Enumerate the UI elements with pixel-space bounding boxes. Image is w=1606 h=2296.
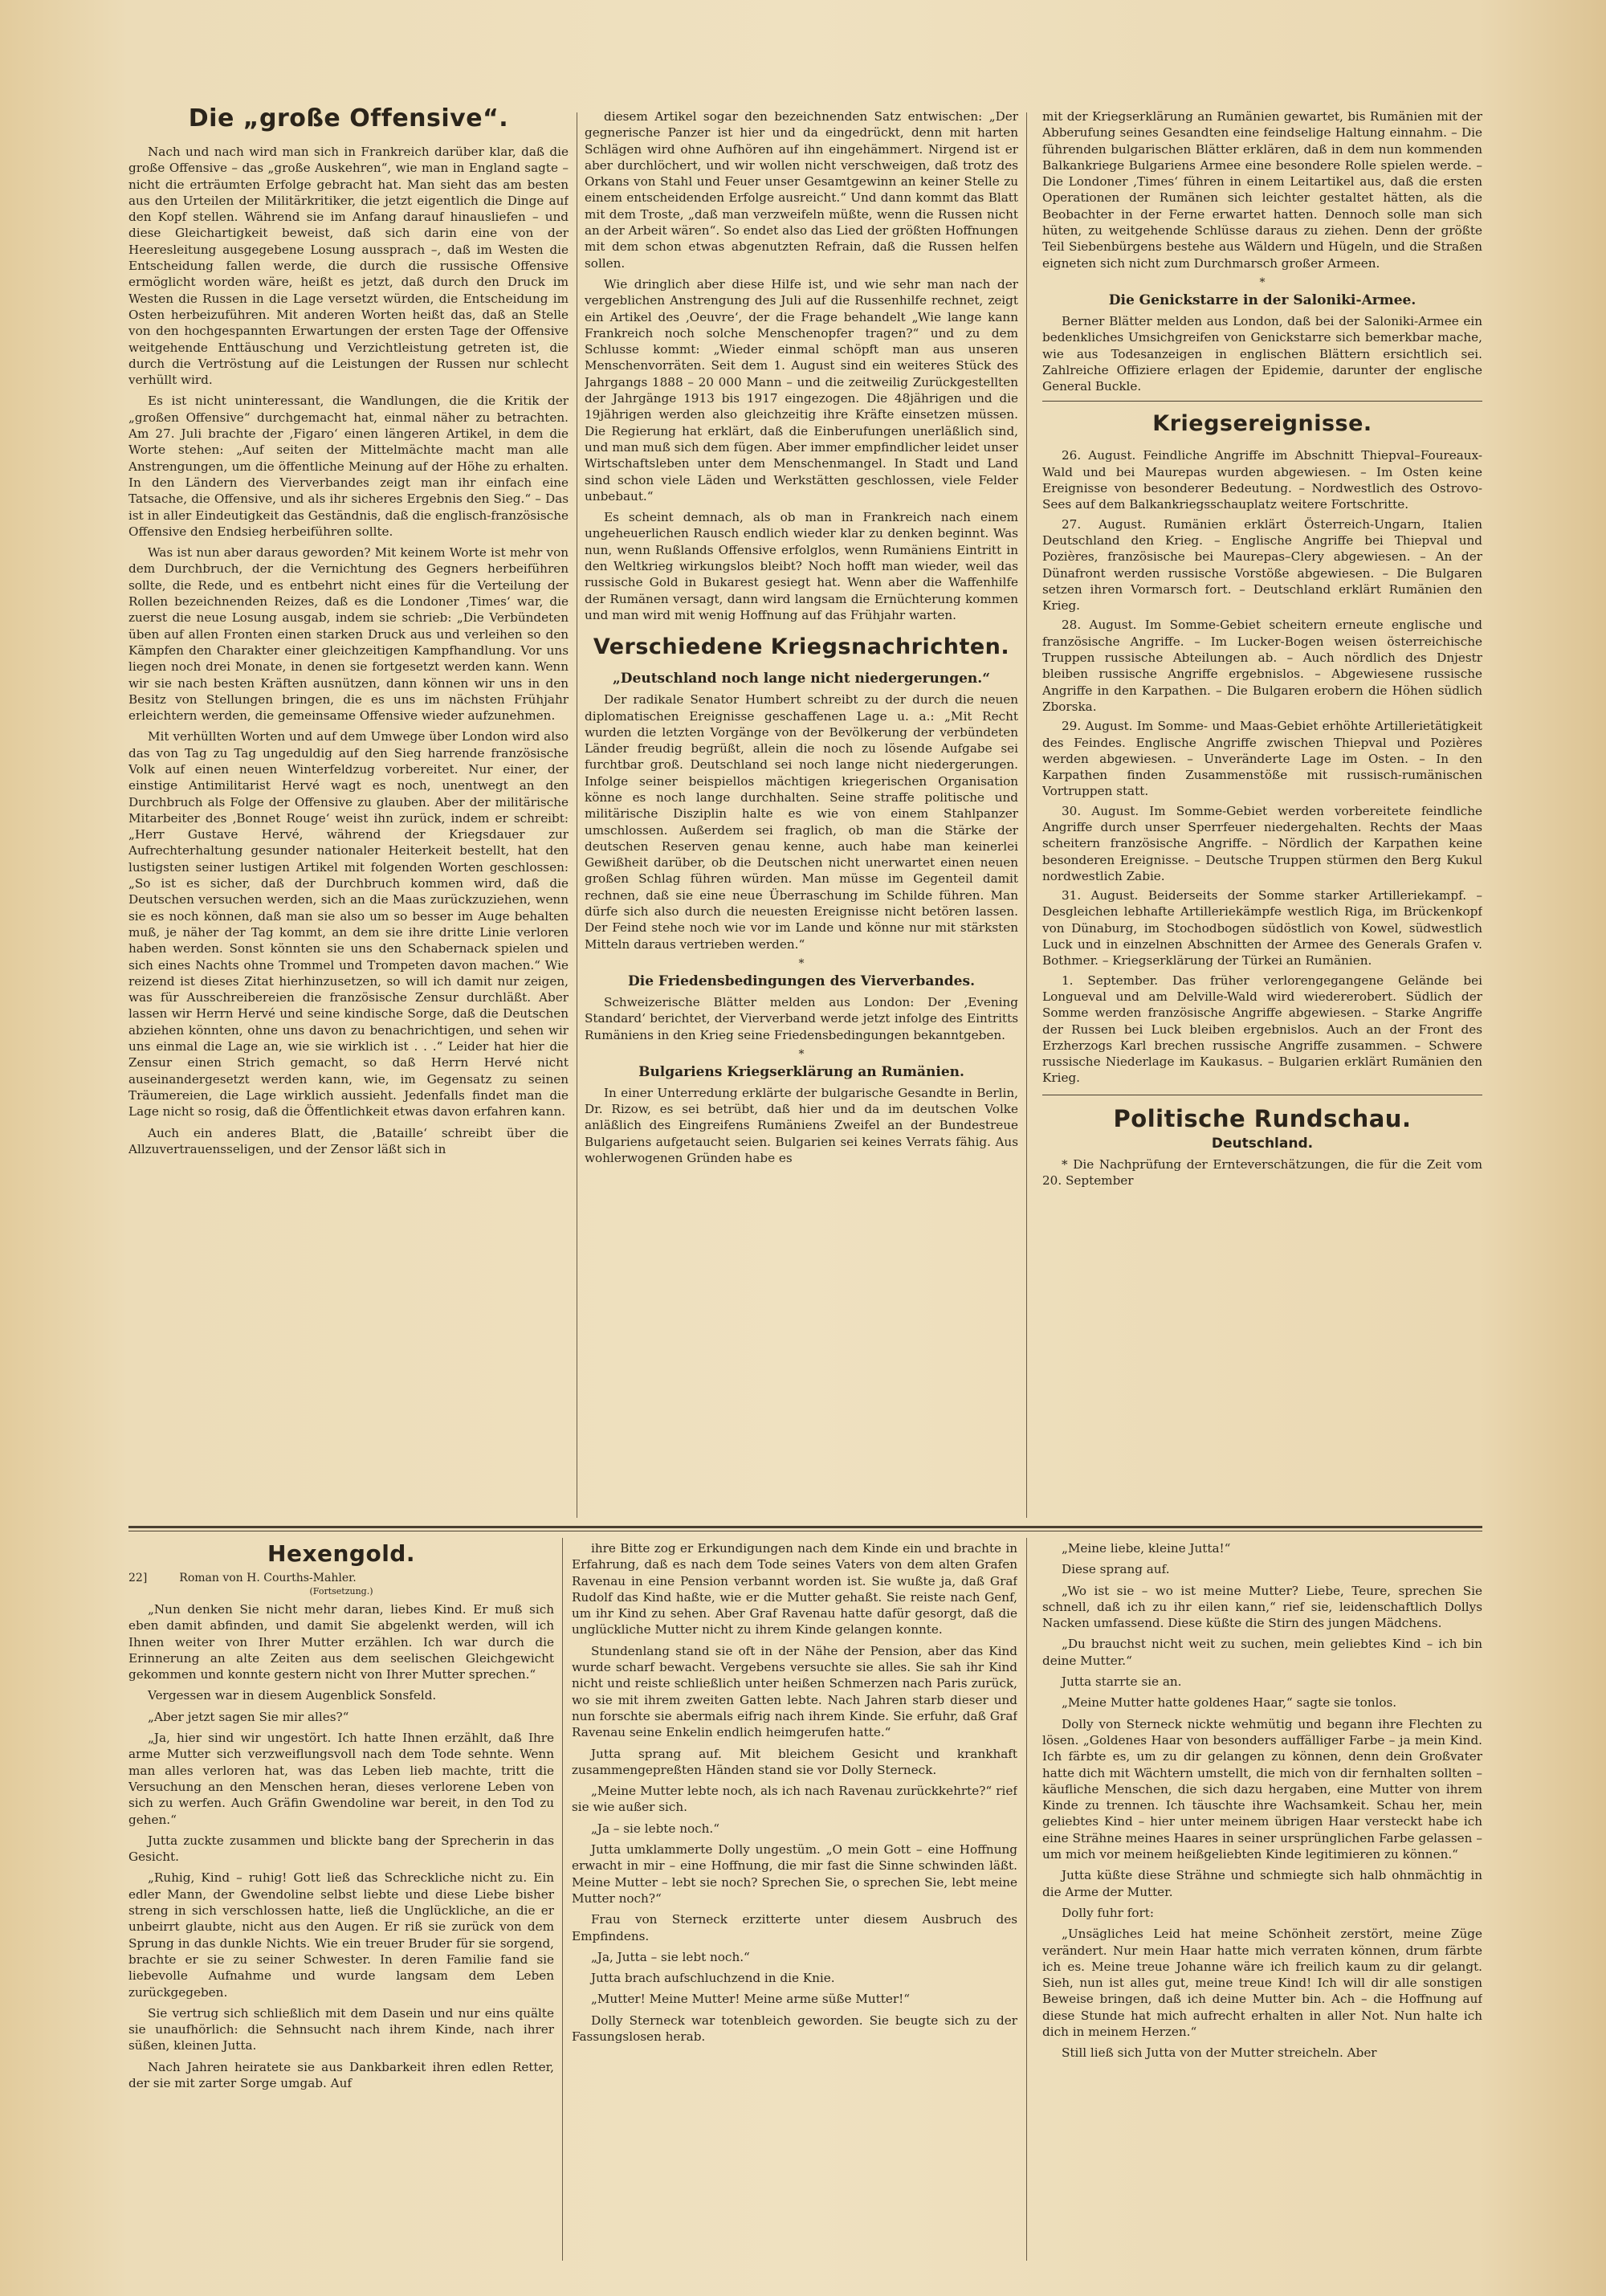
paragraph: diesem Artikel sogar den bezeichnenden Satz entwischen: „Der gegnerische Panzer ist hier und da eingedrückt, denn mit harten Schlägen wird ohne Aufhören auf ihn eingehämmert. Nirgend ist er aber durchlöchert, und wir wollen nicht verschweigen, daß trotz des Orkans von Stahl und Feuer unser Gesamtgewinn an keiner Stelle zu einem entscheidenden Erfolge ausreicht.“ Und dann kommt das Blatt mit dem Troste, „daß man verzweifeln müßte, wenn die Russen nicht an der Arbeit wären“. So endet also das Lied der größten Hoffnungen mit dem schon etwas abgenutzten Refrain, daß die Russen helfen sollen. bbox=[585, 109, 1018, 271]
novel-paragraph: „Meine liebe, kleine Jutta!“ bbox=[1062, 1541, 1231, 1556]
novel-paragraph: „Mutter! Meine Mutter! Meine arme süße Mutter!“ bbox=[591, 1992, 911, 2007]
column-offensive bbox=[128, 104, 569, 1506]
feuilleton-rule bbox=[128, 1526, 1482, 1528]
novel-paragraph: „Ja, hier sind wir ungestört. Ich hatte Ihnen erzählt, daß Ihre arme Mutter sich verzweiflungsvoll nach dem Tode sehnte. Wenn man alles verloren hat, was das Leben lieb machte, tritt die Versuchung an den Menschen heran, dieses verlorene Leben von sich zu werfen. Auch Gräfin Gwendoline war bereit, in den Tod zu gehen.“ bbox=[128, 1731, 554, 1827]
novel-paragraph: „Nun denken Sie nicht mehr daran, liebes Kind. Er muß sich eben damit abfinden, und damit Sie abgelenkt werden, will ich Ihnen weiter von Ihrer Mutter erzählen. Ich war durch die Erinnerung an alte Zeiten aus dem seelischen Gleichgewicht gekommen und konnte gestern nicht von Ihrer Mutter sprechen.“ bbox=[128, 1602, 554, 1682]
novel-installment-number: 22] bbox=[128, 1572, 148, 1584]
novel-paragraph: Jutta umklammerte Dolly ungestüm. „O mein Gott – eine Hoffnung erwacht in mir – eine Hoffnung, die mir fast die Sinne schwinden läßt. Meine Mutter – lebt sie noch? Sprechen Sie, o sprechen Sie, lebt meine Mutter noch?“ bbox=[572, 1842, 1017, 1906]
novel-paragraph: „Meine Mutter lebte noch, als ich nach Ravenau zurückkehrte?“ rief sie wie außer sich. bbox=[572, 1784, 1017, 1815]
paragraph: Berner Blätter melden aus London, daß bei der Saloniki-Armee ein bedenkliches Umsichgreifen von Genickstarre sich bemerkbar mache, wie aus Todesanzeigen in englischen Blättern ersichtlich sei. Zahlreiche Offiziere erlagen der Epidemie, darunter der englische General Buckle. bbox=[1042, 313, 1482, 394]
novel-paragraph: „Unsägliches Leid hat meine Schönheit zerstört, meine Züge verändert. Nur mein Haar hatte mich verraten können, drum färbte ich es. Meine treue Johanne wäre ich freilich kaum zu dir gelangt. Sieh, nun ist alles gut, meine treue Kind! Ich will dir alle sonstigen Beweise bringen, daß ich deine Mutter bin. Ach – die Hoffnung auf diese Stunde hat mich aufrecht erhalten in aller Not. Nun halte ich dich in meinem Herzen.“ bbox=[1042, 1927, 1482, 2040]
paragraph: mit der Kriegserklärung an Rumänien gewartet, bis Rumänien mit der Abberufung seines Gesandten eine feindselige Haltung einnahm. – Die führenden bulgarischen Blätter erklären, daß in dem nun kommenden Balkankriege Bulgariens Armee eine besondere Rolle spielen werde. – Die Londoner ‚Times‘ führen in einem Leitartikel aus, daß die ersten Operationen der Rumänen sich leichter gestaltet hätten, als die Beobachter in der Ferne erwartet hatten. Dennoch solle man sich hüten, zu weitgehende Schlüsse daraus zu ziehen. Denn der größte Teil Siebenbürgens bestehe aus Wäldern und Hügeln, und die Straßen eigneten sich nicht zum Durchmarsch großer Armeen. bbox=[1042, 109, 1482, 271]
novel-paragraph: „Ja, Jutta – sie lebt noch.“ bbox=[591, 1949, 750, 1964]
novel-paragraph: Dolly von Sterneck nickte wehmütig und begann ihre Flechten zu lösen. „Goldenes Haar von besonders auffälliger Farbe – ja mein Kind. Ich färbte es, um zu dir gelangen zu können, denn dein Großvater hatte dich mit Wächtern umstellt, die mich von dir fernhalten sollten – käufliche Menschen, die sich dazu hergaben, eine Mutter von ihrem Kinde zu trennen. Ich täuschte ihre Wachsamkeit. Schau her, mein geliebtes Kind – hier unter meinem übrigen Haar versteckt habe ich eine Strähne meines Haares in seiner ursprünglichen Farbe gelassen – um mich vor meinem heißgeliebten Kinde legitimieren zu können.“ bbox=[1042, 1716, 1482, 1862]
novel-paragraph: Frau von Sterneck erzitterte unter diesem Ausbruch des Empfindens. bbox=[572, 1912, 1017, 1943]
event-entry: 27. August. Rumänien erklärt Österreich-Ungarn, Italien Deutschland den Krieg. – Englische Angriffe bei Thiepval und Pozières, französische bei Maurepas–Clery abgewiesen. – An der Dünafront werden russische Vorstöße abgewiesen. – Die Bulgaren setzen ihren Vormarsch fort. – Deutschland erklärt Rumänien den Krieg. bbox=[1042, 516, 1482, 614]
novel-paragraph: Diese sprang auf. bbox=[1062, 1562, 1170, 1577]
subheading: Die Friedensbedingungen des Vierverbandes. bbox=[628, 973, 975, 989]
paragraph: In einer Unterredung erklärte der bulgarische Gesandte in Berlin, Dr. Rizow, es sei betrübt, daß hier und da im deutschen Volke anläßlich des Eingreifens Rumäniens Zweifel an der Bundestreue Bulgariens aufgetaucht seien. Bulgarien sei keines Verrats fähig. Aus wohlerwogenen Gründen habe es bbox=[585, 1085, 1018, 1166]
separator-star: * bbox=[1259, 275, 1266, 289]
novel-paragraph: Jutta zuckte zusammen und blickte bang der Sprecherin in das Gesicht. bbox=[128, 1833, 554, 1865]
novel-continuation: (Fortsetzung.) bbox=[309, 1586, 373, 1597]
novel-title: Hexengold. bbox=[267, 1540, 415, 1567]
column-right bbox=[1042, 108, 1482, 1518]
novel-paragraph: ihre Bitte zog er Erkundigungen nach dem Kinde ein und brachte in Erfahrung, daß es nach dem Tode seines Vaters von dem alten Grafen Ravenau in eine Pension verbannt worden ist. Sie wußte ja, daß Graf Rudolf das Kind haßte, wie er die Mutter gehaßt. Sie reiste nach Genf, um ihr Kind zu sehen. Aber Graf Ravenau hatte dafür gesorgt, daß die unglückliche Mutter nicht zu ihrem Kinde gelangen konnte. bbox=[572, 1541, 1017, 1637]
subheading: Bulgariens Kriegserklärung an Rumänien. bbox=[638, 1063, 964, 1080]
paragraph: Der radikale Senator Humbert schreibt zu der durch die neuen diplomatischen Ereignisse geschaffenen Lage u. a.: „Mit Recht wurden die letzten Vorgänge von der Bevölkerung der verbündeten Länder freudig begrüßt, allein die noch zu lösende Aufgabe sei furchtbar groß. Deutschland sei noch lange nicht niedergerungen. Infolge seiner beispiellos mächtigen kriegerischen Organisation könne es noch lange durchhalten. Seine straffe politische und militärische Disziplin halte es wie von einem Stahlpanzer umschlossen. Außerdem sei fraglich, ob man die Stärke der deutschen Reserven genau kenne, auch habe man keinerlei Gewißheit darüber, ob die Deutschen nicht unerwartet einen neuen großen Schlag führen würden. Man müsse im Gegenteil damit rechnen, daß sie eine neue Überraschung im Schilde führen. Man dürfe sich also durch die neuesten Ereignisse nicht betören lassen. Der Feind stehe noch wie vor im Lande und könne nur mit stärksten Mitteln daraus vertrieben werden.“ bbox=[585, 692, 1018, 952]
paragraph: Nach und nach wird man sich in Frankreich darüber klar, daß die große Offensive – das „große Auskehren“, wie man in England sagte – nicht die erträumten Erfolge gebracht hat. Man sieht das am besten aus den Urteilen der Militärkritiker, die jetzt eigentlich die Dinge auf den Kopf stellen. Während sie im Anfang darauf hinausliefen – und diese Gleichartigkeit beweist, daß sich darin eine von der Heeresleitung ausgegebene Losung aussprach –, daß im Westen die Entscheidung fallen werde, die durch die russische Offensive ermöglicht worden wäre, heißt es jetzt, daß durch den Druck im Westen die Russen in die Lage versetzt würden, die Entscheidung im Osten herbeizuführen. Mit anderen Worten heißt das, daß an Stelle von den hochgespannten Erwartungen der ersten Tage der Offensive weitgehende Enttäuschung und Verzichtleistung getreten ist, die durch die Vertröstung auf die Leistungen der Russen nur schlecht verhüllt wird. bbox=[128, 145, 569, 388]
article-title-offensive: Die „große Offensive“. bbox=[188, 104, 509, 133]
novel-text bbox=[128, 1601, 554, 2091]
novel-paragraph: „Wo ist sie – wo ist meine Mutter? Liebe, Teure, sprechen Sie schnell, daß ich zu ihr eilen kann,“ rief sie, leidenschaftlich Dollys Nacken umfassend. Diese küßte die Stirn des jungen Mädchens. bbox=[1042, 1583, 1482, 1631]
paragraph: Was ist nun aber daraus geworden? Mit keinem Worte ist mehr von dem Durchbruch, der die Vernichtung des Gegners herbeiführen sollte, die Rede, und es entbehrt nicht eines für die Verteilung der Rollen bezeichnenden Reizes, daß es die Londoner ‚Times‘ war, die zuerst die neue Losung ausgab, indem sie schrieb: „Die Verbündeten üben auf allen Fronten einen starken Druck aus und verleihen so den Kämpfen den Charakter einer gleichzeitigen Kampfhandlung. Vor uns liegen noch drei Monate, in denen sie fortgesetzt werden kann. Wenn wir sie nach besten Kräften ausnützen, dann können wir uns in den Besitz von Stellungen bringen, die es uns im nächsten Frühjahr erleichtern werden, die gemeinsame Offensive wieder aufzunehmen. bbox=[128, 545, 569, 724]
novel-text bbox=[1042, 1540, 1482, 2062]
article-title-kriegsereignisse: Kriegsereignisse. bbox=[1152, 411, 1372, 437]
paragraph: Auch ein anderes Blatt, die ‚Bataille‘ schreibt über die Allzuvertrauensseligen, und der Zensor läßt sich in bbox=[128, 1125, 569, 1156]
column-rule bbox=[1026, 112, 1027, 1518]
column-novel-2 bbox=[572, 1540, 1017, 2263]
novel-paragraph: Jutta sprang auf. Mit bleichem Gesicht und krankhaft zusammengepreßten Händen stand sie vor Dolly Sterneck. bbox=[572, 1746, 1017, 1777]
paragraph: Wie dringlich aber diese Hilfe ist, und wie sehr man nach der vergeblichen Anstrengung des Juli auf die Russenhilfe rechnet, zeigt ein Artikel des ‚Oeuvre‘, der die Frage behandelt „Wie lange kann Frankreich noch solche Menschenopfer tragen?“ und zu dem Schlusse kommt: „Wieder einmal schöpft man aus unseren Menschenvorräten. Seit dem 1. August sind ein weiteres Stück des Jahrgangs 1888 – 20 000 Mann – und die zeitweilig Zurückgestellten der Jahrgänge 1913 bis 1917 eingezogen. Die 48jährigen und die 19jährigen werden also gleichzeitig ihre Kräfte einsetzen müssen. Die Regierung hat erklärt, daß die Einberufungen unerläßlich sind, und man muß sich dem fügen. Aber immer empfindlicher leidet unser Wirtschaftsleben unter dem Menschenmangel. In Stadt und Land sind schon viele Läden und Werkstätten geschlossen, viele Felder unbebaut.“ bbox=[585, 276, 1018, 504]
event-entry: 29. August. Im Somme- und Maas-Gebiet erhöhte Artillerietätigkeit des Feindes. Englische Angriffe zwischen Thiepval und Pozières werden abgewiesen. – Unveränderte Lage im Osten. – In den Karpathen finden Zusammenstöße mit russisch-rumänischen Vortruppen statt. bbox=[1042, 719, 1482, 799]
paragraph: Mit verhüllten Worten und auf dem Umwege über London wird also das von Tag zu Tag ungeduldig auf den Sieg harrende französische Volk auf einen neuen Winterfeldzug vorbereitet. Nur einer, der einstige Antimilitarist Hervé wagt es noch, unentwegt an den Durchbruch als Folge der Offensive zu glauben. Aber der militärische Mitarbeiter des ‚Bonnet Rouge‘ weist ihn zurück, indem er schreibt: „Herr Gustave Hervé, während der Kriegsdauer zur Aufrechterhaltung gesunder nationaler Heiterkeit bestellt, hat den lustigsten seiner lustigen Artikel mit folgenden Worten geschlossen: „So ist es sicher, daß der Durchbruch kommen wird, daß die Deutschen versuchen werden, sich an die Maas zurückzuziehen, wenn sie es noch können, daß man sie also um so besser im Auge behalten muß, je näher der Tag kommt, an dem sie ihre dritte Linie verloren haben werden. Sonst könnten sie uns den Schabernack spielen und sich eines Nachts ohne Trommel und Trompeten davon machen.“ Wie reizend ist dieses Zitat hierhinzusetzen, so will ich damit nur zeigen, was für Ausschreibereien die französische Zensur durchläßt. Aber lassen wir Herrn Hervé und seine kindische Sorge, daß die Deutschen abziehen könnten, ohne uns davon zu benachrichtigen, und sehen wir uns einmal die Lage an, wie sie wirklich ist . . .“ Leider hat hier die Zensur einen Strich gemacht, so daß Herrn Hervé nicht auseinandergesetzt werden kann, wie, im Gegensatz zu seinen Träumereien, die Lage wirklich aussieht. Jedenfalls findet man die Lage nicht so rosig, daß die Öffentlichkeit etwas davon erfahren kann. bbox=[128, 729, 569, 1119]
novel-paragraph: Still ließ sich Jutta von der Mutter streicheln. Aber bbox=[1062, 2045, 1377, 2061]
novel-text bbox=[572, 1540, 1017, 2045]
article-title-kriegsnachrichten: Verschiedene Kriegsnachrichten. bbox=[593, 634, 1010, 660]
paragraph: * Die Nachprüfung der Ernteverschätzungen, die für die Zeit vom 20. September bbox=[1042, 1156, 1482, 1189]
novel-paragraph: „Aber jetzt sagen Sie mir alles?“ bbox=[148, 1709, 349, 1724]
event-entry: 28. August. Im Somme-Gebiet scheitern erneute englische und französische Angriffe. – Im Lucker-Bogen weisen österreichische Truppen russische Abteilungen ab. – Auch nördlich des Dnjestr bleiben russische Angriffe ergebnislos. – Abgewiesene russische Angriffe in den Karpathen. – Die Bulgaren erobern die Höhen südlich Zborska. bbox=[1042, 618, 1482, 714]
event-entry: 26. August. Feindliche Angriffe im Abschnitt Thiepval–Foureaux-Wald und bei Maurepas wurden abgewiesen. – Im Osten keine Ereignisse von besonderer Bedeutung. – Nordwestlich des Ostrovo-Sees auf dem Balkankriegsschauplatz weitere Fortschritte. bbox=[1042, 448, 1482, 512]
subheading: Die Genickstarre in der Saloniki-Armee. bbox=[1108, 292, 1416, 308]
novel-paragraph: „Ja – sie lebte noch.“ bbox=[591, 1821, 720, 1836]
column-novel-3 bbox=[1042, 1540, 1482, 2263]
novel-meta bbox=[128, 1572, 554, 1584]
paragraph: Es ist nicht uninteressant, die Wandlungen, die die Kritik der „großen Offensive“ durchgemacht hat, einmal näher zu betrachten. Am 27. Juli brachte der ‚Figaro‘ einen längeren Artikel, in dem die Worte stehen: „Auf seiten der Mittelmächte macht man alle Anstrengungen, um die öffentliche Meinung auf der Höhe zu erhalten. In den Ländern des Vierverbandes zeigt man ihr einfach eine Tatsache, die Offensive, und als ihr sicheres Ergebnis den Sieg.“ – Das ist in aller Eindeutigkeit das Geständnis, daß die englisch-französische Offensive den Endsieg herbeiführen sollte. bbox=[128, 394, 569, 539]
article-title-rundschau: Politische Rundschau. bbox=[1113, 1104, 1412, 1132]
paragraph: Es scheint demnach, als ob man in Frankreich nach einem ungeheuerlichen Rausch endlich wieder klar zu denken beginnt. Was nun, wenn Rußlands Offensive erfolglos, wenn Rumäniens Eintritt in den Weltkrieg wirkungslos bleibt? Noch hofft man wieder, weil das russische Gold in Bukarest gesiegt hat. Wenn aber die Waffenhilfe der Rumänen versagt, dann wird langsam die Ernüchterung kommen und man wird mit wenig Hoffnung auf das Frühjahr warten. bbox=[585, 510, 1018, 622]
separator-star: * bbox=[798, 956, 805, 970]
column-middle bbox=[585, 108, 1018, 1518]
novel-paragraph: Dolly fuhr fort: bbox=[1062, 1905, 1154, 1920]
novel-byline: Roman von H. Courths-Mahler. bbox=[179, 1572, 357, 1584]
novel-paragraph: Stundenlang stand sie oft in der Nähe der Pension, aber das Kind wurde scharf bewacht. Vergebens versuchte sie alles. Sie sah ihr Kind nicht und reiste schließlich unter heißen Schmerzen nach Paris zurück, wo sie mit ihrem zweiten Gatten lebte. Nach Jahren starb dieser und nun forschte sie abermals eifrig nach ihrem Kinde. Sie erfuhr, daß Graf Ravenau seine Enkelin endlich heimgerufen hatte.“ bbox=[572, 1643, 1017, 1740]
subheading: Deutschland. bbox=[1211, 1135, 1314, 1152]
event-entry: 30. August. Im Somme-Gebiet werden vorbereitete feindliche Angriffe durch unser Sperrfeuer niedergehalten. Rechts der Maas scheitern französische Angriffe. – Nördlich der Karpathen keine besonderen Ereignisse. – Deutsche Truppen stürmen den Berg Kukul nordwestlich Zabie. bbox=[1042, 803, 1482, 883]
novel-paragraph: Jutta küßte diese Strähne und schmiegte sich halb ohnmächtig in die Arme der Mutter. bbox=[1042, 1868, 1482, 1899]
novel-paragraph: „Ruhig, Kind – ruhig! Gott ließ das Schreckliche nicht zu. Ein edler Mann, der Gwendoline selbst liebte und diese Liebe bisher streng in sich verschlossen hatte, ließ die Unglückliche, an die er unbeirrt glaubte, nicht aus den Augen. Er riß sie zurück von dem Sprung in das dunkle Nichts. Wie ein treuer Bruder für sie sorgend, brachte er sie zu seiner Schwester. In deren Familie fand sie liebevolle Aufnahme und wurde langsam dem Leben zurückgegeben. bbox=[128, 1870, 554, 2000]
novel-paragraph: Sie vertrug sich schließlich mit dem Dasein und nur eins quälte sie unaufhörlich: die Sehnsucht nach ihrem Kinde, nach ihrer süßen, kleinen Jutta. bbox=[128, 2005, 554, 2053]
column-novel-1 bbox=[128, 1540, 554, 2263]
event-entry: 31. August. Beiderseits der Somme starker Artilleriekampf. – Desgleichen lebhafte Artilleriekämpfe westlich Riga, im Brückenkopf von Dünaburg, im Stochodbogen südöstlich von Kowel, südwestlich Luck und in einzelnen Abschnitten der Armee des Generals Grafen v. Bothmer. – Kriegserklärung der Türkei an Rumänien. bbox=[1042, 888, 1482, 969]
column-rule bbox=[1026, 1538, 1027, 2261]
novel-paragraph: Nach Jahren heiratete sie aus Dankbarkeit ihren edlen Retter, der sie mit zarter Sorge umgab. Auf bbox=[128, 2059, 554, 2091]
novel-paragraph: „Meine Mutter hatte goldenes Haar,“ sagte sie tonlos. bbox=[1062, 1695, 1397, 1711]
section-rule bbox=[1042, 401, 1482, 402]
subheading: „Deutschland noch lange nicht niedergerungen.“ bbox=[613, 671, 990, 687]
paragraph: Schweizerische Blätter melden aus London: Der ‚Evening Standard‘ berichtet, der Vierverband werde jetzt infolge des Eintritts Rumäniens in den Krieg seine Friedensbedingungen bekanntgeben. bbox=[585, 994, 1018, 1042]
novel-paragraph: Jutta brach aufschluchzend in die Knie. bbox=[591, 1971, 835, 1986]
column-rule bbox=[562, 1538, 563, 2261]
separator-star: * bbox=[798, 1047, 805, 1061]
novel-paragraph: Dolly Sterneck war totenbleich geworden. Sie beugte sich zu der Fassungslosen herab. bbox=[572, 2013, 1017, 2045]
novel-paragraph: Vergessen war in diesem Augenblick Sonsfeld. bbox=[148, 1688, 437, 1703]
novel-paragraph: „Du brauchst nicht weit zu suchen, mein geliebtes Kind – ich bin deine Mutter.“ bbox=[1042, 1637, 1482, 1668]
novel-paragraph: Jutta starrte sie an. bbox=[1062, 1674, 1182, 1690]
event-entry: 1. September. Das früher verlorengegangene Gelände bei Longueval und am Delville-Wald wird wiedererobert. Südlich der Somme werden französische Angriffe abgewiesen. – Starke Angriffe der Russen bei Luck bleiben ergebnislos. Auch an der Front des Erzherzogs Karl brechen russische Angriffe zusammen. – Schwere russische Niederlage im Kaukasus. – Bulgarien erklärt Rumänien den Krieg. bbox=[1042, 973, 1482, 1086]
